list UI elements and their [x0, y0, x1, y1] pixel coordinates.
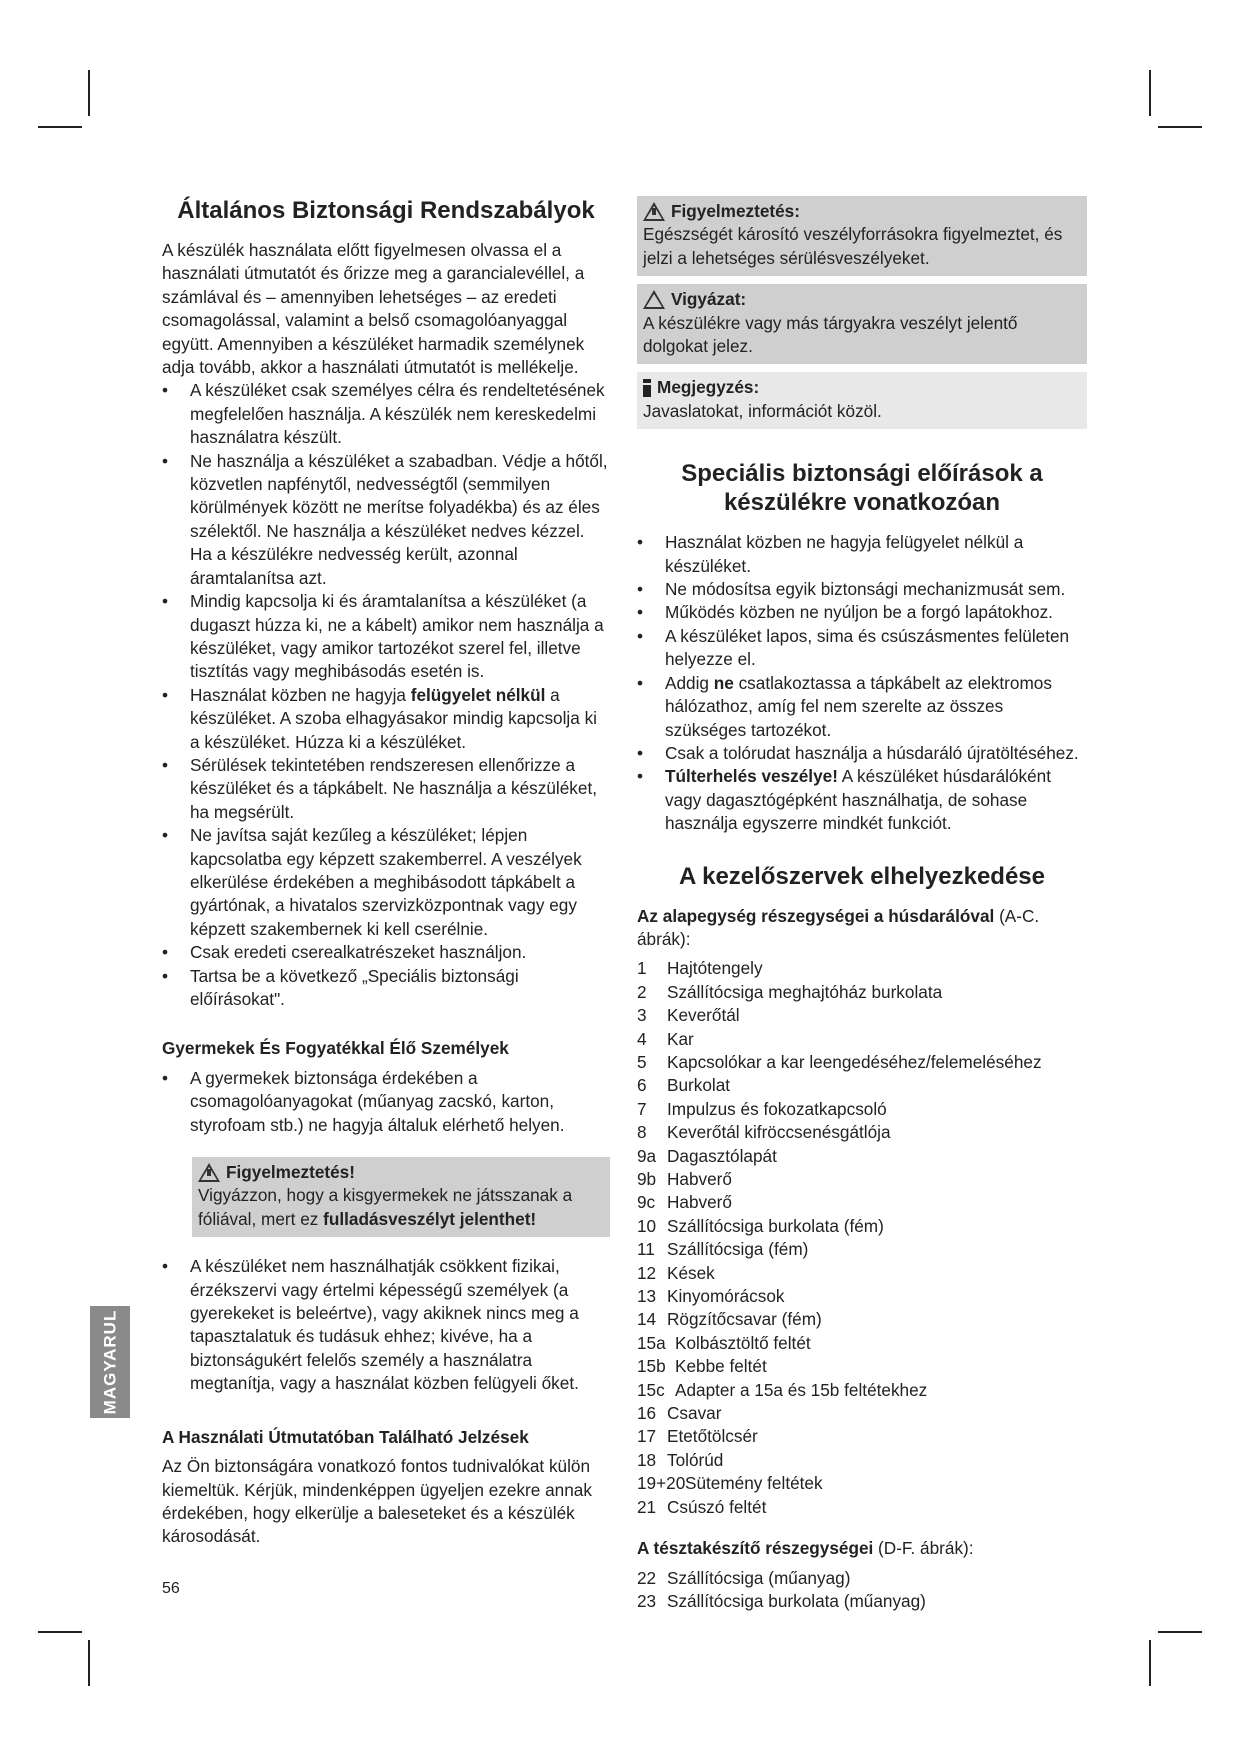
item-number: 4 — [637, 1028, 647, 1049]
list-item — [637, 1332, 1087, 1355]
left-column — [162, 196, 610, 1549]
item-label: Kapcsolókar a kar leengedéséhez/felemeléséhez — [667, 1051, 1042, 1072]
bold-text: ne — [713, 672, 734, 693]
text: Használat közben ne hagyja — [190, 684, 411, 705]
info-icon — [643, 379, 651, 397]
text: Vigyázzon, hogy a kisgyermekek ne játsszanak a fóliával, mert ez — [198, 1185, 573, 1229]
general-safety-title: Általános Biztonsági Rendszabályok — [177, 197, 595, 224]
item-number: 9b — [637, 1169, 657, 1189]
children-heading: Gyermekek És Fogyatékkal Élő Személyek — [162, 1038, 509, 1059]
special-safety-title: Speciális biztonsági előírások a készülékre vonatkozóan — [681, 460, 1043, 517]
item-label: Rögzítőcsavar (fém) — [667, 1309, 822, 1330]
base-unit-heading — [637, 905, 1087, 952]
list-item — [637, 1191, 1087, 1214]
reduced-capacity-list — [162, 1255, 610, 1395]
children-list — [162, 1067, 610, 1137]
item-number: 18 — [637, 1449, 657, 1470]
box-title — [643, 200, 1081, 223]
list-item: • Ne használja a készüléket a szabadban. Védje a hőtől, közvetlen napfénytől, nedvességtől (semmilyen körülmények között ne merítse folyadékba) és az éles szélektől. Ne használja a készüléket nedves kézzel. Ha a készülékre nedvesség került, azonnal áramtalanítsa azt. — [162, 450, 610, 590]
caution-triangle-icon — [643, 290, 665, 309]
list-item: • A készüléket csak személyes célra és rendeltetésének megfelelően használja. A készülék nem kereskedelmi használatra készült. — [162, 379, 610, 449]
symbols-paragraph: Az Ön biztonságára vonatkozó fontos tudnivalókat külön kiemeltük. Kérjük, mindenképpen ügyeljen ezekre annak érdekében, hogy elkerülje a baleseteket és a készülék károsodását. — [162, 1456, 592, 1547]
box-title-text: Megjegyzés: — [657, 377, 760, 398]
crop-mark — [38, 126, 82, 128]
item-label: Kolbásztöltő feltét — [675, 1332, 811, 1353]
list-item — [637, 765, 1087, 835]
crop-mark — [1158, 1631, 1202, 1633]
item-label: Szállítócsiga burkolata (műanyag) — [667, 1590, 926, 1611]
item-label: Hajtótengely — [667, 958, 763, 979]
item-label: Habverő — [667, 1169, 732, 1189]
list-item — [637, 1590, 1087, 1613]
item-number: 13 — [637, 1286, 657, 1307]
list-item — [637, 1074, 1087, 1097]
item-label: Kebbe feltét — [675, 1356, 767, 1377]
crop-mark — [88, 1640, 90, 1686]
bold-text: Az alapegység részegységei a húsdarálóval — [637, 905, 995, 926]
item-label: Keverőtál kifröccsenésgátlója — [667, 1122, 891, 1143]
list-item — [637, 1051, 1087, 1074]
list-item — [637, 1567, 1087, 1590]
crop-mark — [1158, 126, 1202, 128]
item-number: 15a — [637, 1332, 666, 1353]
list-item: • Csak eredeti cserealkatrészeket használjon. — [162, 941, 610, 964]
text: A készüléket húsdarálóként vagy dagasztógépként használhatja, de sohase használja egyszerre mindkét funkciót. — [665, 766, 1051, 834]
item-number: 7 — [637, 1098, 647, 1119]
list-item: • Csak a tolórudat használja a húsdaráló újratöltéséhez. — [637, 742, 1087, 765]
item-number: 1 — [637, 958, 647, 979]
list-item: • Sérülések tekintetében rendszeresen ellenőrizze a készüléket és a tápkábelt. Ne használja a készüléket, ha megsérült. — [162, 754, 610, 824]
list-item — [637, 1472, 1087, 1495]
item-number: 15b — [637, 1356, 666, 1377]
item-label: Csúszó feltét — [667, 1496, 767, 1517]
list-item: • Ne módosítsa egyik biztonsági mechanizmusát sem. — [637, 578, 1087, 601]
list-item — [637, 1004, 1087, 1027]
item-number: 10 — [637, 1215, 657, 1236]
item-number: 11 — [637, 1239, 655, 1260]
item-number: 2 — [637, 981, 647, 1002]
bold-text: A tésztakészítő részegységei — [637, 1538, 874, 1559]
list-item — [637, 1449, 1087, 1472]
bold-text: fulladásveszélyt jelenthet! — [323, 1208, 537, 1229]
crop-mark — [1149, 70, 1151, 116]
crop-mark — [88, 70, 90, 116]
list-item: • Működés közben ne nyúljon be a forgó lapátokhoz. — [637, 601, 1087, 624]
item-number: 5 — [637, 1051, 647, 1072]
suffocation-warning-box — [192, 1157, 610, 1237]
list-item: • A készüléket nem használhatják csökkent fizikai, érzékszervi vagy értelmi képességű személyek (a gyerekeket is beleértve), vagy akiknek nincs meg a tapasztalatuk és tudásuk ehhez; kivéve, ha a biztonságukért felelős személy a használatra megtanítja, vagy a használat közben felügyeli őket. — [162, 1255, 610, 1395]
list-item — [637, 1425, 1087, 1448]
list-item — [637, 1308, 1087, 1331]
note-symbol-box — [637, 372, 1087, 429]
pasta-heading — [637, 1537, 1087, 1560]
item-number: 16 — [637, 1403, 657, 1424]
crop-mark — [1149, 1640, 1151, 1686]
pasta-parts-list — [637, 1567, 1087, 1614]
list-item — [637, 1028, 1087, 1051]
item-number: 14 — [637, 1309, 657, 1330]
item-label: Adapter a 15a és 15b feltétekhez — [675, 1379, 928, 1400]
list-item — [637, 672, 1087, 742]
item-number: 6 — [637, 1075, 647, 1096]
list-item — [637, 957, 1087, 980]
box-title-text: Vigyázat: — [671, 289, 747, 310]
item-number: 21 — [637, 1496, 657, 1517]
warning-triangle-icon — [198, 1163, 220, 1182]
warning-symbol-box — [637, 196, 1087, 276]
base-parts-list — [637, 957, 1087, 1519]
box-title-text: Figyelmeztetés: — [671, 201, 800, 221]
list-item — [637, 1262, 1087, 1285]
item-number: 9c — [637, 1192, 656, 1213]
list-item: • A készüléket lapos, sima és csúszásmentes felületen helyezze el. — [637, 625, 1087, 672]
list-item: • Használat közben ne hagyja felügyelet nélkül a készüléket. — [637, 531, 1087, 578]
page-number: 56 — [162, 1580, 180, 1597]
text: Addig — [665, 672, 714, 693]
warning-title-text: Figyelmeztetés! — [226, 1162, 355, 1183]
item-label: Szállítócsiga (fém) — [667, 1239, 809, 1260]
text: (D-F. ábrák): — [873, 1538, 974, 1559]
list-item — [637, 1098, 1087, 1121]
item-label: Tolórúd — [667, 1449, 724, 1470]
item-label: Impulzus és fokozatkapcsoló — [667, 1098, 887, 1119]
list-item: • Mindig kapcsolja ki és áramtalanítsa a készüléket (a dugaszt húzza ki, ne a kábelt) amikor nem használja a készüléket, vagy amikor tartozékot szerel fel, illetve tisztítás vagy meghibásodás esetén is. — [162, 590, 610, 684]
list-item: • A gyermekek biztonsága érdekében a csomagolóanyagokat (műanyag zacskó, karton, styrofoam stb.) ne hagyja általuk elérhető helyen. — [162, 1067, 610, 1137]
warning-box-title — [198, 1161, 604, 1184]
special-safety-list — [637, 531, 1087, 835]
item-label: Szállítócsiga (műanyag) — [667, 1567, 851, 1588]
warning-triangle-icon — [643, 202, 665, 221]
crop-mark — [38, 1631, 82, 1633]
language-side-tab — [90, 1306, 130, 1418]
symbols-heading: A Használati Útmutatóban Található Jelzések — [162, 1426, 529, 1447]
general-safety-list — [162, 379, 610, 1011]
box-title — [643, 376, 1081, 399]
item-label: Csavar — [667, 1403, 722, 1424]
list-item — [637, 1285, 1087, 1308]
text: csatlakoztassa a tápkábelt az elektromos hálózathoz, amíg fel nem szerelte az összes szükséges tartozékot. — [665, 672, 1052, 740]
item-number: 9a — [637, 1145, 657, 1166]
box-text: Egészségét károsító veszélyforrásokra figyelmeztet, és jelzi a lehetséges sérülésveszélyeket. — [643, 224, 1063, 268]
list-item: • Ne javítsa saját kezűleg a készüléket; lépjen kapcsolatba egy képzett szakemberrel. A veszélyek elkerülése érdekében a meghibásodott tápkábelt a gyártónak, a hivatalos szervizközpontnak vagy egy képzett szakembernek ki kell cserélnie. — [162, 824, 610, 941]
list-item — [637, 1238, 1087, 1261]
warning-box-text — [198, 1184, 604, 1231]
language-label: MAGYARUL — [100, 1309, 119, 1415]
item-number: 3 — [637, 1005, 647, 1026]
item-label: Szállítócsiga meghajtóház burkolata — [667, 981, 943, 1002]
item-label: Etetőtölcsér — [667, 1426, 758, 1447]
list-item: • Tartsa be a következő „Speciális biztonsági előírásokat". — [162, 965, 610, 1012]
list-item — [637, 1145, 1087, 1168]
item-label: Sütemény feltétek — [685, 1473, 823, 1494]
item-label: Burkolat — [667, 1075, 731, 1096]
list-item — [637, 1121, 1087, 1144]
bold-text: Túlterhelés veszélye! — [665, 766, 838, 787]
item-label: Dagasztólapát — [667, 1145, 777, 1166]
item-label: Kinyomórácsok — [667, 1286, 785, 1307]
item-number: 8 — [637, 1122, 647, 1143]
box-title — [643, 288, 1081, 311]
box-text: A készülékre vagy más tárgyakra veszélyt jelentő dolgokat jelez. — [643, 312, 1018, 357]
box-text: Javaslatokat, információt közöl. — [643, 400, 882, 421]
item-label: Keverőtál — [667, 1005, 740, 1026]
item-number: 12 — [637, 1262, 657, 1283]
caution-symbol-box — [637, 284, 1087, 364]
item-label: Habverő — [667, 1192, 732, 1213]
list-item — [637, 1168, 1087, 1191]
controls-title: A kezelőszervek elhelyezkedése — [678, 862, 1045, 890]
item-label: Kar — [667, 1028, 694, 1049]
list-item — [637, 1379, 1087, 1402]
item-label: Kések — [667, 1262, 715, 1283]
text: (A-C. ábrák): — [637, 905, 1040, 949]
item-number: 22 — [637, 1567, 657, 1588]
list-item — [637, 1215, 1087, 1238]
bold-text: felügyelet nélkül — [410, 684, 546, 705]
intro-paragraph: A készülék használata előtt figyelmesen olvassa el a használati útmutatót és őrizze meg a garancialevéllel, a számlával és – amennyiben lehetséges – az eredeti csomagolással, valamint a belső csomagolóanyaggal együtt. Amennyiben a készüléket harmadik személynek adja tovább, akkor a használati útmutatót is mellékelje. — [162, 240, 585, 378]
item-number: 15c — [637, 1379, 665, 1400]
list-item — [162, 684, 610, 754]
item-label: Szállítócsiga burkolata (fém) — [667, 1215, 884, 1236]
item-number: 23 — [637, 1590, 657, 1611]
list-item — [637, 981, 1087, 1004]
text: a készüléket. A szoba elhagyásakor mindig kapcsolja ki a készüléket. Húzza ki a készüléket. — [190, 684, 597, 752]
list-item — [637, 1355, 1087, 1378]
item-number: 19+20 — [637, 1473, 686, 1494]
list-item — [637, 1496, 1087, 1519]
item-number: 17 — [637, 1426, 657, 1447]
right-column — [637, 196, 1087, 1613]
list-item — [637, 1402, 1087, 1425]
